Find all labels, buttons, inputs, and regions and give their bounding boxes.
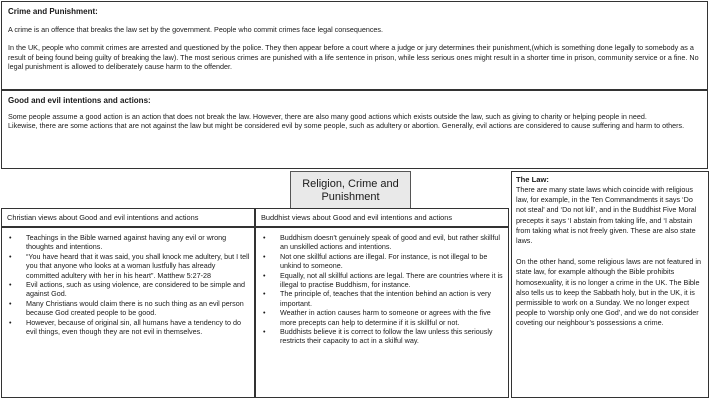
list-item: • Weather in action causes harm to someone or agrees with the five more precepts can help to determine if it is skillful or not.: [260, 308, 504, 327]
topic-title: Religion, Crime and Punishment: [302, 178, 399, 203]
law-title: The Law:: [516, 175, 549, 184]
buddhist-views-header: [255, 208, 509, 227]
topic-title-box: [290, 171, 411, 211]
intentions-good-text: Some people assume a good action is an action that does not break the law. However, there are also many good actions which exists outside the law, such as giving to charity or helping people in need.: [8, 112, 647, 121]
list-item: • Buddhism doesn't genuinely speak of good and evil, but rather skillful an unskilled actions and intentions.: [260, 233, 504, 252]
christian-views-list: [6, 233, 250, 336]
crime-uk-text: In the UK, people who commit crimes are arrested and questioned by the police. They then appear before a court where a judge or jury determines their punishment,(which is something done legally to somebody as a result of being found being guilty of breaking the law). The most serious crimes are punished with a life sentence in prison, while less serious ones might result in a shorter time in prison, community service or a fine. No legal punishment is allowed to deliberately cause harm to the offender.: [8, 43, 699, 72]
list-item: • Not one skillful actions are illegal. For instance, is not illegal to be unkind to someone.: [260, 252, 504, 271]
law-coincide-text: There are many state laws which coincide with religious law, for example, in the Ten Commandments it says ‘Do not steal’ and ‘Do not kill’, and in the Buddhist Five Moral precepts it says ‘I abstain from taking life, and ‘I abstain from taking what is not freely given. These are also state laws.: [516, 185, 697, 246]
intentions-evil-text: Likewise, there are some actions that are not against the law but might be considered evil by some people, such as adultery or abortion. Generally, evil actions are considered to cause suffering and harm to others.: [8, 121, 685, 131]
crime-title: Crime and Punishment:: [8, 7, 98, 16]
christian-views-header: [1, 208, 255, 227]
law-differ-text: On the other hand, some religious laws are not featured in state law, for example although the Bible prohibits homosexuality, it is no longer a crime in the UK. The Bible also tells us to keep the Sabbath holy, but in the UK, it is permissible to work on a Sunday. We no longer expect people to ‘worship only one God’, and we do not consider coveting our neighbour’s possessions a crime.: [516, 257, 701, 328]
list-item: • Evil actions, such as using violence, are considered to be simple and against God.: [6, 280, 250, 299]
list-item: • “You have heard that it was said, you shall knock me adultery, but I tell you that anyone who looks at a woman lustfully has already committed adultery with her in his heart”. Matthew 5:27-28: [6, 252, 250, 280]
list-item: • Buddhists believe it is correct to follow the law unless this seriously restricts their capacity to act in a skilful way.: [260, 327, 504, 346]
list-item: • Equally, not all skillful actions are legal. There are countries where it is illegal to practise Buddhism, for instance.: [260, 271, 504, 290]
christian-views-box: [1, 227, 255, 398]
list-item: • Many Christians would claim there is no such thing as an evil person because God created people to be good.: [6, 299, 250, 318]
buddhist-views-box: [255, 227, 509, 398]
christian-header-text: Christian views about Good and evil intentions and actions: [7, 213, 199, 222]
list-item: • The principle of, teaches that the intention behind an action is very important.: [260, 289, 504, 308]
crime-definition-text: A crime is an offence that breaks the law set by the government. People who commit crimes face legal consequences.: [8, 25, 384, 34]
the-law-box: [511, 171, 709, 398]
good-evil-intentions-box: [1, 90, 708, 169]
crime-and-punishment-box: [1, 1, 708, 90]
intentions-title: Good and evil intentions and actions:: [8, 96, 151, 105]
list-item: • Teachings in the Bible warned against having any evil or wrong thoughts and intentions.: [6, 233, 250, 252]
list-item: • However, because of original sin, all humans have a tendency to do evil things, even though they are not evil in themselves.: [6, 318, 250, 337]
buddhist-views-list: [260, 233, 504, 346]
buddhist-header-text: Buddhist views about Good and evil intentions and actions: [261, 213, 453, 222]
